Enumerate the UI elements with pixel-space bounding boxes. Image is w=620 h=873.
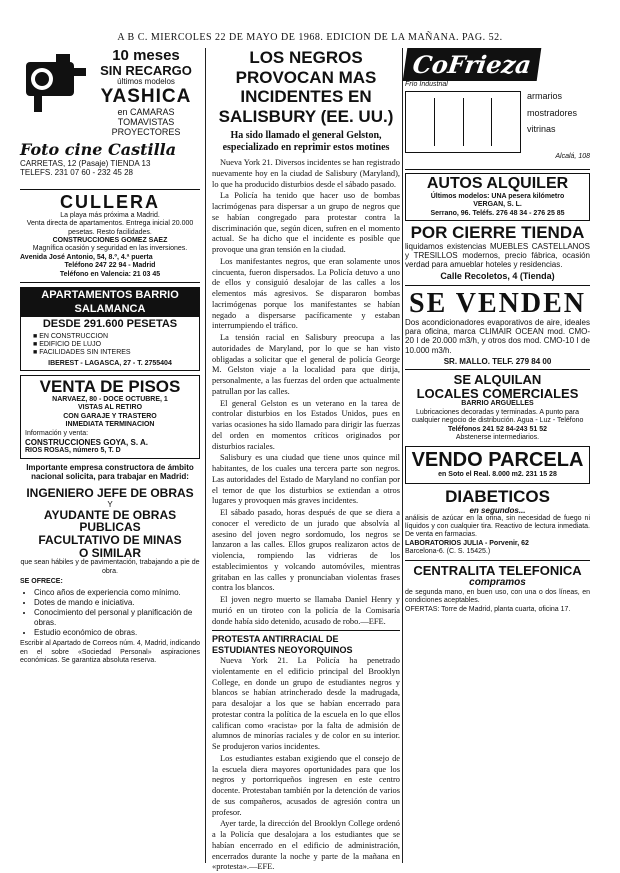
autos-address: Serrano, 96. Teléfs. 276 48 34 - 276 25 85 bbox=[430, 209, 565, 217]
cofrieza-line2: mostradores bbox=[527, 107, 578, 118]
yashica-tomavistas: TOMAVISTAS bbox=[117, 116, 175, 127]
employment-offer-1: • Cinco años de experiencia como mínimo. bbox=[34, 588, 200, 598]
employment-offer-2: • Dotes de mando e iniciativa. bbox=[34, 598, 200, 608]
news-paragraph: Nueva York 21. Diversos incidentes se han registrado nuevamente hoy en la ciudad de Salisbury (Maryland), lo que ha producido disturbios desde el sábado pasado. bbox=[212, 158, 400, 189]
cullera-ad bbox=[20, 193, 200, 279]
employment-job2b: FACULTATIVO DE MINAS bbox=[38, 532, 182, 547]
salamanca-item: ■ FACILIDADES SIN INTERES bbox=[33, 349, 131, 357]
diabeticos-ad bbox=[405, 488, 590, 557]
news-headline: LOS NEGROS PROVOCAN MAS INCIDENTES EN SALISBURY (EE. UU.) bbox=[218, 48, 394, 126]
employment-job2c: O SIMILAR bbox=[79, 545, 141, 560]
pisos-line2: VISTAS AL RETIRO bbox=[77, 404, 143, 412]
salamanca-price: DESDE 291.600 PESETAS bbox=[42, 318, 178, 331]
news-paragraph: La tensión racial en Salisbury preocupa a las autoridades de Maryland, por lo que se han visto obligadas a solicitar que el general de policía George M. Gelston viaje a la localidad para que dirija, personalmente, a las fuerzas del orden que actualmente patrullan por las calles. bbox=[212, 333, 400, 396]
employment-footer: Escribir al Apartado de Correos núm. 4, Madrid, indicando en el sobre «Sociedad Personal» aspiraciones económicas. Se garantiza absoluta reserva. bbox=[20, 640, 200, 665]
employment-offer-4: • Estudio económico de obras. bbox=[34, 628, 200, 638]
yashica-projectors: PROYECTORES bbox=[111, 127, 181, 138]
column-news bbox=[212, 48, 400, 872]
venden-title: SE VENDEN bbox=[409, 287, 586, 319]
parcela-title: VENDO PARCELA bbox=[411, 449, 584, 472]
pisos-line4: INMEDIATA TERMINACION bbox=[65, 421, 155, 429]
fridge-icon bbox=[405, 91, 521, 153]
news-subheadline: Ha sido llamado el general Gelston, especializado en reprimir estos motines bbox=[222, 130, 390, 154]
news-paragraph: El joven negro muerto se llamaba Daniel Henry y murió en un tiroteo con la policía de la Comisaría donde había sido detenido, acusado de robo.—EFE. bbox=[212, 595, 400, 626]
diabeticos-lab: LABORATORIOS JULIA - Porvenir, 62 bbox=[405, 539, 529, 547]
news-body bbox=[212, 158, 400, 627]
salamanca-title1: APARTAMENTOS BARRIO bbox=[21, 288, 199, 304]
autos-line1: Últimos modelos: UNA pesera kilómetro bbox=[430, 192, 565, 200]
salamanca-item: ■ EN CONSTRUCCION bbox=[33, 332, 109, 340]
cofrieza-line3: vitrinas bbox=[527, 124, 556, 135]
salamanca-item: ■ EDIFICIO DE LUJO bbox=[33, 341, 102, 349]
centralita-title: CENTRALITA TELEFONICA bbox=[413, 562, 582, 578]
cierre-tienda-ad bbox=[405, 224, 590, 282]
column-rule-left bbox=[205, 48, 206, 863]
yashica-address: CARRETAS, 12 (Pasaje) TIENDA 13 bbox=[20, 158, 151, 168]
employment-offers-list bbox=[20, 588, 200, 638]
pisos-line1: NARVAEZ, 80 - DOCE OCTUBRE, 1 bbox=[52, 396, 168, 404]
centralita-sub: compramos bbox=[469, 577, 526, 589]
yashica-phones: TELEFS. 231 07 60 - 232 45 28 bbox=[20, 167, 133, 177]
autos-title: AUTOS ALQUILER bbox=[426, 175, 569, 192]
salamanca-item-2: EDIFICIO DE LUJO bbox=[39, 341, 102, 349]
pisos-line3: CON GARAJE Y TRASTERO bbox=[63, 412, 157, 420]
salamanca-ad bbox=[20, 287, 200, 371]
pisos-address: RIOS ROSAS, número 5, T. D bbox=[25, 447, 121, 455]
news-paragraph: La Policía ha tenido que hacer uso de bombas lacrimógenas para dispersar a un grupo de negros que se habían congregado para protestar contra la discriminación que, según dicen, sufren en el momento actual. Se ha dicho que el incidente es posible que provoque una gran tensión en la ciudad. bbox=[212, 191, 400, 255]
employment-intro: Importante empresa constructora de ámbito nacional solicita, para trabajar en Madrid: bbox=[26, 462, 194, 481]
protest-body bbox=[212, 656, 400, 873]
locales-title1: SE ALQUILAN bbox=[453, 372, 542, 388]
locales-phone: Teléfonos 241 52 84-243 51 52 bbox=[447, 425, 548, 433]
pisos-company: CONSTRUCCIONES GOYA, S. A. bbox=[25, 438, 148, 448]
yashica-brand: YASHICA bbox=[100, 85, 192, 107]
salamanca-item-3: FACILIDADES SIN INTERES bbox=[39, 349, 131, 357]
yashica-models: últimos modelos bbox=[117, 77, 175, 87]
locales-ad bbox=[405, 373, 590, 442]
centralita-offers: OFERTAS: Torre de Madrid, planta cuarta, oficina 17. bbox=[405, 605, 571, 613]
page-header: A B C. MIERCOLES 22 DE MAYO DE 1968. EDICION DE LA MAÑANA. PAG. 52. bbox=[117, 32, 503, 43]
cullera-address: Avenida José Antonio, 54, 8.º, 4.ª puerta bbox=[20, 253, 153, 261]
diabeticos-body: análisis de azúcar en la orina, sin necesidad de fuego ni líquidos y con cualquier tira. Reactivo de lectura inmediata. De venta en farmacias. bbox=[405, 514, 590, 539]
cullera-phone: Teléfono 247 22 94 - Madrid bbox=[64, 262, 156, 270]
autos-company: VERGAN, S. L. bbox=[473, 201, 522, 209]
column-left-ads bbox=[20, 48, 200, 866]
cofrieza-logo: CoFrieza bbox=[403, 48, 542, 81]
news-paragraph: Los manifestantes negros, que eran solamente unos cincuenta, fueron dispersados. La Policía detuvo a uno de ellos y consiguió desalojar de las calles a los elementos más agresivos. Se dispararon bombas lacrimógenas porque los manifestantes se habían negado a dispersarse pacíficamente y estaban interrumpiendo el tráfico. bbox=[212, 256, 400, 331]
yashica-ad bbox=[20, 48, 200, 186]
diabeticos-sub: en segundos... bbox=[469, 505, 526, 515]
column-rule-right bbox=[402, 48, 403, 863]
cullera-body: Venta directa de apartamentos. Entrega inicial 20.000 pesetas. Resto facilidades. bbox=[26, 220, 194, 236]
employment-ad bbox=[20, 463, 200, 666]
cullera-phone-valencia: Teléfono en Valencia: 21 03 45 bbox=[59, 270, 161, 278]
autos-alquiler-ad bbox=[405, 173, 590, 221]
venden-body: Dos acondicionadores evaporativos de aire, ideales para oficina, marca CLIMAIR OCEAN mod. CMO-20 I de 20.000 m3/h, y otros dos mod. CMO-10 I de 10.000 m3/h. bbox=[405, 318, 590, 355]
employment-job1: INGENIERO JEFE DE OBRAS bbox=[26, 485, 194, 500]
salamanca-item-1: EN CONSTRUCCION bbox=[39, 332, 109, 340]
locales-sub: BARRIO ARGÜELLES bbox=[461, 400, 534, 408]
employment-desc: que sean hábiles y de pavimentación, trabajando a pie de obra. bbox=[20, 559, 200, 575]
yashica-months: 10 meses bbox=[112, 47, 180, 64]
parcela-ad bbox=[405, 446, 590, 483]
cullera-title: CULLERA bbox=[60, 192, 160, 212]
camera-icon bbox=[20, 48, 92, 114]
pisos-info: Información y venta: bbox=[25, 429, 89, 437]
cierre-address: Calle Recoletos, 4 (Tienda) bbox=[440, 271, 555, 282]
parcela-line: en Soto el Real. 8.000 m2. 231 15 28 bbox=[438, 471, 557, 479]
protest-paragraph: Los estudiantes estaban exigiendo que el consejo de la escuela diera mayores oportunidades para que los negros y portorriqueños ingresen en este centro docente. Protestaban también por la detención de varios de sus compañeros, acusados de agresión contra un profesor. bbox=[212, 753, 400, 817]
locales-body: Lubricaciones decoradas y terminadas. A punto para cualquier negocio de distribución. Agua - Luz - Teléfono bbox=[411, 408, 584, 425]
centralita-body: de segunda mano, en buen uso, con una o dos líneas, en condiciones aceptables. bbox=[405, 588, 590, 605]
pisos-title: VENTA DE PISOS bbox=[39, 377, 181, 397]
cierre-body: liquidamos existencias MUEBLES CASTELLANOS y TRESILLOS modernos, precio fábrica, ocasión verdad para amueblar hoteles y residencias. bbox=[405, 241, 590, 270]
salamanca-contact: IBEREST - LAGASCA, 27 - T. 2755404 bbox=[48, 359, 172, 367]
locales-note: Abstenerse intermediarios. bbox=[455, 433, 540, 441]
cofrieza-tag: Frío Industrial bbox=[405, 81, 448, 88]
news-paragraph: Salisbury es una ciudad que tiene unos quince mil habitantes, de los cuales una tercera parte son negros. Las autoridades del Estado de Maryland no confían por el temor de que los disturbios se extiendan a otros lugares y provoquen más graves incidentes. bbox=[212, 453, 400, 506]
venta-pisos-ad bbox=[20, 375, 200, 458]
cofrieza-line1: armarios bbox=[527, 91, 563, 102]
yashica-no-surcharge: SIN RECARGO bbox=[100, 62, 192, 78]
locales-title2: LOCALES COMERCIALES bbox=[416, 385, 579, 401]
foto-cine-castilla-logo: Foto cine Castilla bbox=[20, 139, 177, 159]
cullera-company: CONSTRUCCIONES GOMEZ SAEZ bbox=[52, 237, 168, 245]
news-paragraph: El general Gelston es un veterano en la tarea de controlar disturbios en los Estados Unidos, pues en varias ocasiones ha sido llamado para dirigir las fuerzas del orden en momentos críticos originados por disturbios raciales. bbox=[212, 398, 400, 451]
se-venden-ad bbox=[405, 289, 590, 366]
cierre-title: POR CIERRE TIENDA bbox=[410, 222, 585, 242]
salamanca-title2: SALAMANCA bbox=[21, 304, 199, 318]
protest-paragraph: Ayer tarde, la dirección del Brooklyn College ordenó a la Policía que desalojara a los estudiantes que se habían encerrado en el edificio de administración, encerrados durante la noche y parte de la mañana en «protesta».—EFE. bbox=[212, 819, 400, 872]
employment-offers-label: SE OFRECE: bbox=[20, 577, 63, 585]
diabeticos-title: DIABETICOS bbox=[445, 486, 550, 506]
cullera-line2: Magnífica ocasión y seguridad en las inversiones. bbox=[32, 245, 188, 253]
protest-paragraph: Nueva York 21. La Policía ha penetrado violentamente en el edificio principal del Brooklyn College, en donde un grupo de estudiantes negros y blancos se habían atrincherado desde la madrugada, para desalojar a los que se habían encerrado para protestar contra la política de la escuela en lo que ellos califican como «racista» por la falta de admisión de alumnos de minorías raciales y de color en su interior. Se produjeron varios incidentes. bbox=[212, 656, 400, 752]
cullera-line1: La playa más próxima a Madrid. bbox=[60, 211, 160, 219]
employment-y: Y bbox=[107, 499, 113, 509]
diabeticos-lab2: Barcelona-6. (C. S. 15425.) bbox=[405, 548, 491, 556]
venden-contact: SR. MALLO. TELF. 279 84 00 bbox=[443, 356, 552, 366]
employment-job2a: AYUDANTE DE OBRAS PUBLICAS bbox=[43, 507, 177, 535]
cofrieza-ref: Alcalá, 108 bbox=[555, 153, 590, 161]
cofrieza-ad bbox=[405, 48, 590, 166]
employment-offer-3: • Conocimiento del personal y planificación de obras. bbox=[34, 608, 200, 628]
protest-headline: PROTESTA ANTIRRACIAL DE ESTUDIANTES NEOYORQUINOS bbox=[212, 634, 353, 656]
news-paragraph: El sábado pasado, horas después de que se diera a conocer el veredicto de un jurado que absolvía al asesino del joven negro sordomudo, los negros se lanzaron a las calles. Ellos grupos realizaron actos de violencia, rompiendo las vidrieras de los establecimientos y volcando automóviles, mientras gritaban en las calles y pronunciaban violentas frases contra los blancos. bbox=[212, 508, 400, 593]
column-right-ads bbox=[405, 48, 590, 866]
centralita-ad bbox=[405, 564, 590, 614]
yashica-cameras: en CAMARAS bbox=[117, 106, 175, 117]
